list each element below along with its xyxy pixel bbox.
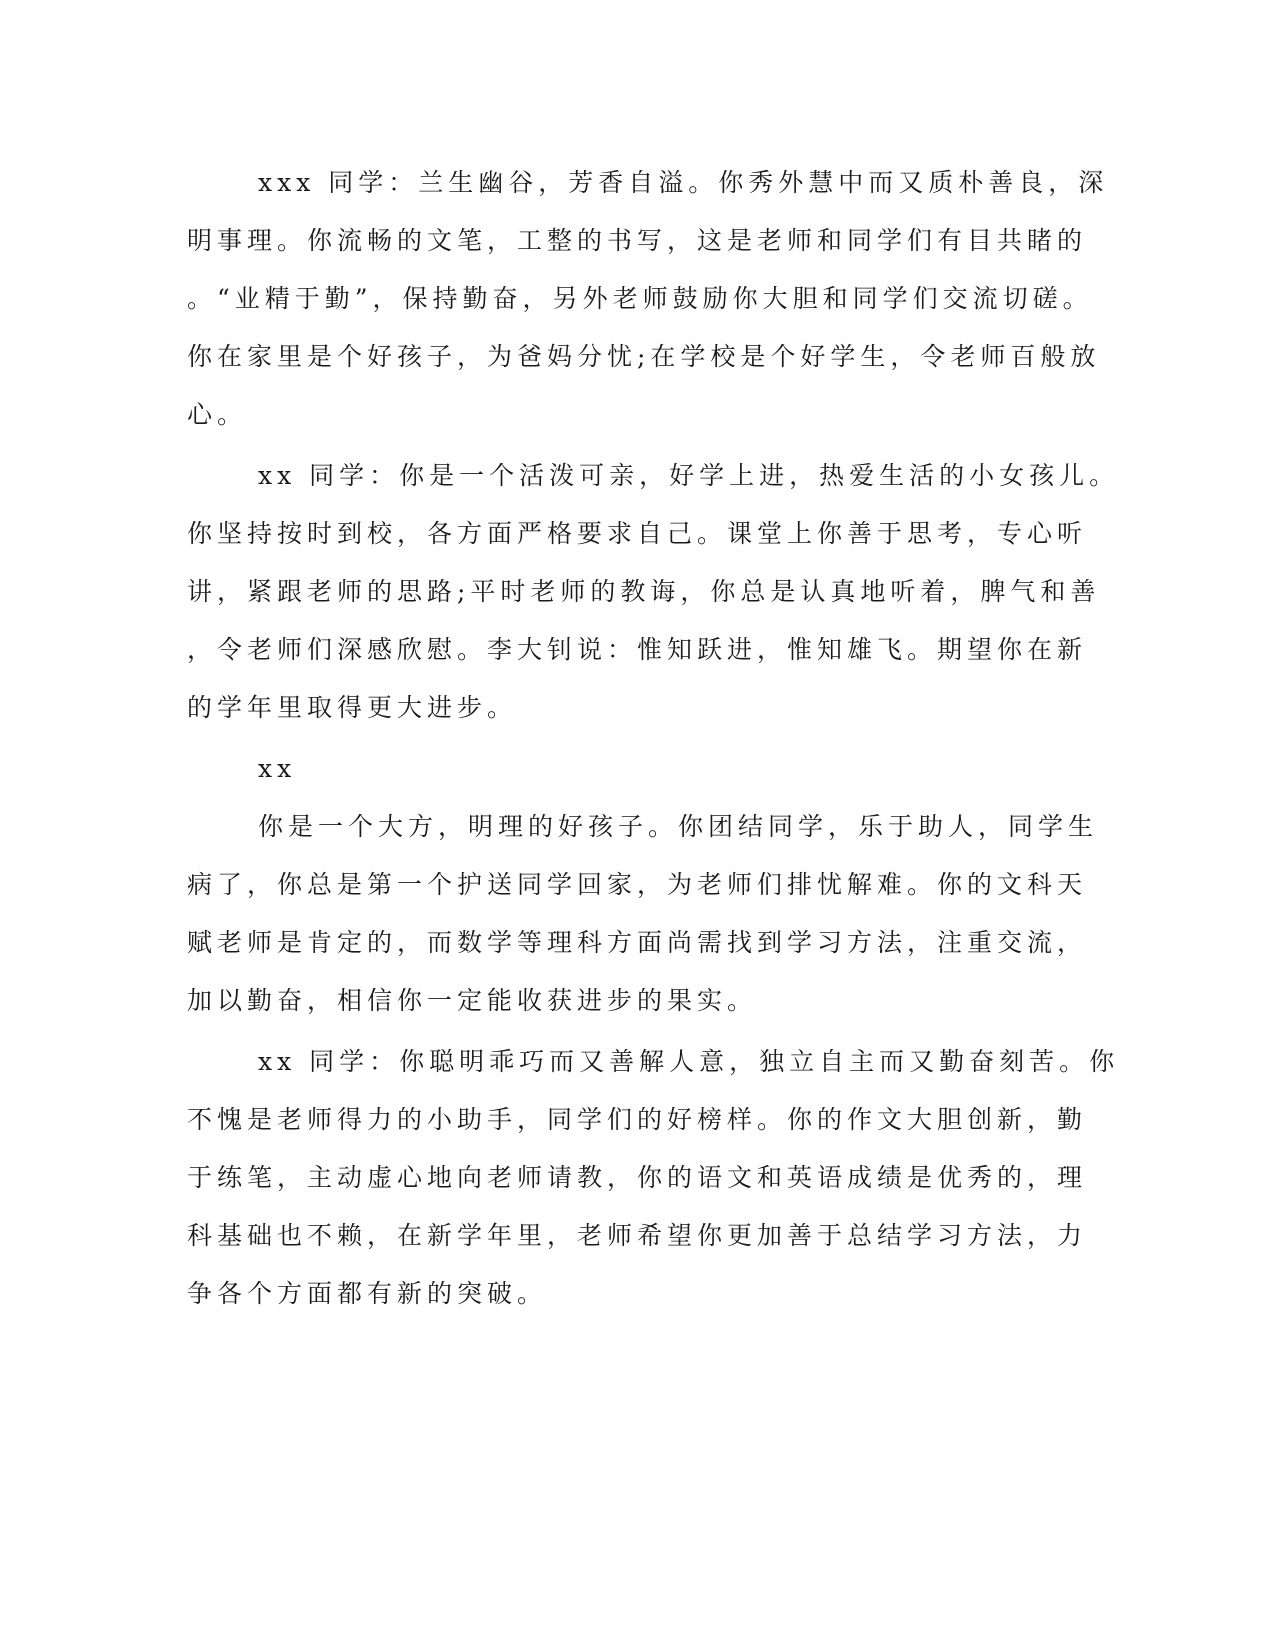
paragraph-1-line-2: 明事理。你流畅的文笔，工整的书写，这是老师和同学们有目共睹的 [187,226,1088,255]
paragraph-1-line-1: xxx 同学：兰生幽谷，芳香自溢。你秀外慧中而又质朴善良，深 [258,168,1109,197]
paragraph-5-line-1: xx 同学：你聪明乖巧而又善解人意，独立自主而又勤奋刻苦。你 [258,1047,1120,1076]
paragraph-2-line-2: 你坚持按时到校，各方面严格要求自己。课堂上你善于思考，专心听 [187,519,1088,548]
paragraph-4-line-2: 病了，你总是第一个护送同学回家，为老师们排忧解难。你的文科天 [187,870,1088,899]
paragraph-2-line-5: 的学年里取得更大进步。 [187,693,518,722]
paragraph-4-line-4: 加以勤奋，相信你一定能收获进步的果实。 [187,986,758,1015]
paragraph-5-line-4: 科基础也不赖，在新学年里，老师希望你更加善于总结学习方法，力 [187,1221,1088,1250]
paragraph-4-line-3: 赋老师是肯定的，而数学等理科方面尚需找到学习方法，注重交流， [187,928,1088,957]
paragraph-1-line-3: 。“业精于勤”，保持勤奋，另外老师鼓励你大胆和同学们交流切磋。 [187,284,1093,313]
paragraph-5-line-3: 于练笔，主动虚心地向老师请教，你的语文和英语成绩是优秀的，理 [187,1163,1088,1192]
paragraph-1-line-5: 心。 [187,400,248,429]
paragraph-2-line-4: ，令老师们深感欣慰。李大钊说：惟知跃进，惟知雄飞。期望你在新 [187,635,1088,664]
paragraph-5-line-5: 争各个方面都有新的突破。 [187,1279,548,1308]
paragraph-2-line-1: xx 同学：你是一个活泼可亲，好学上进，热爱生活的小女孩儿。 [258,461,1120,490]
paragraph-2-line-3: 讲，紧跟老师的思路;平时老师的教诲，你总是认真地听着，脾气和善 [187,577,1101,606]
paragraph-5-line-2: 不愧是老师得力的小助手，同学们的好榜样。你的作文大胆创新，勤 [187,1105,1088,1134]
paragraph-4-line-1: 你是一个大方，明理的好孩子。你团结同学，乐于助人，同学生 [258,812,1099,841]
paragraph-1-line-4: 你在家里是个好孩子，为爸妈分忧;在学校是个好学生，令老师百般放 [187,342,1101,371]
paragraph-3-line-1: xx [258,754,297,783]
